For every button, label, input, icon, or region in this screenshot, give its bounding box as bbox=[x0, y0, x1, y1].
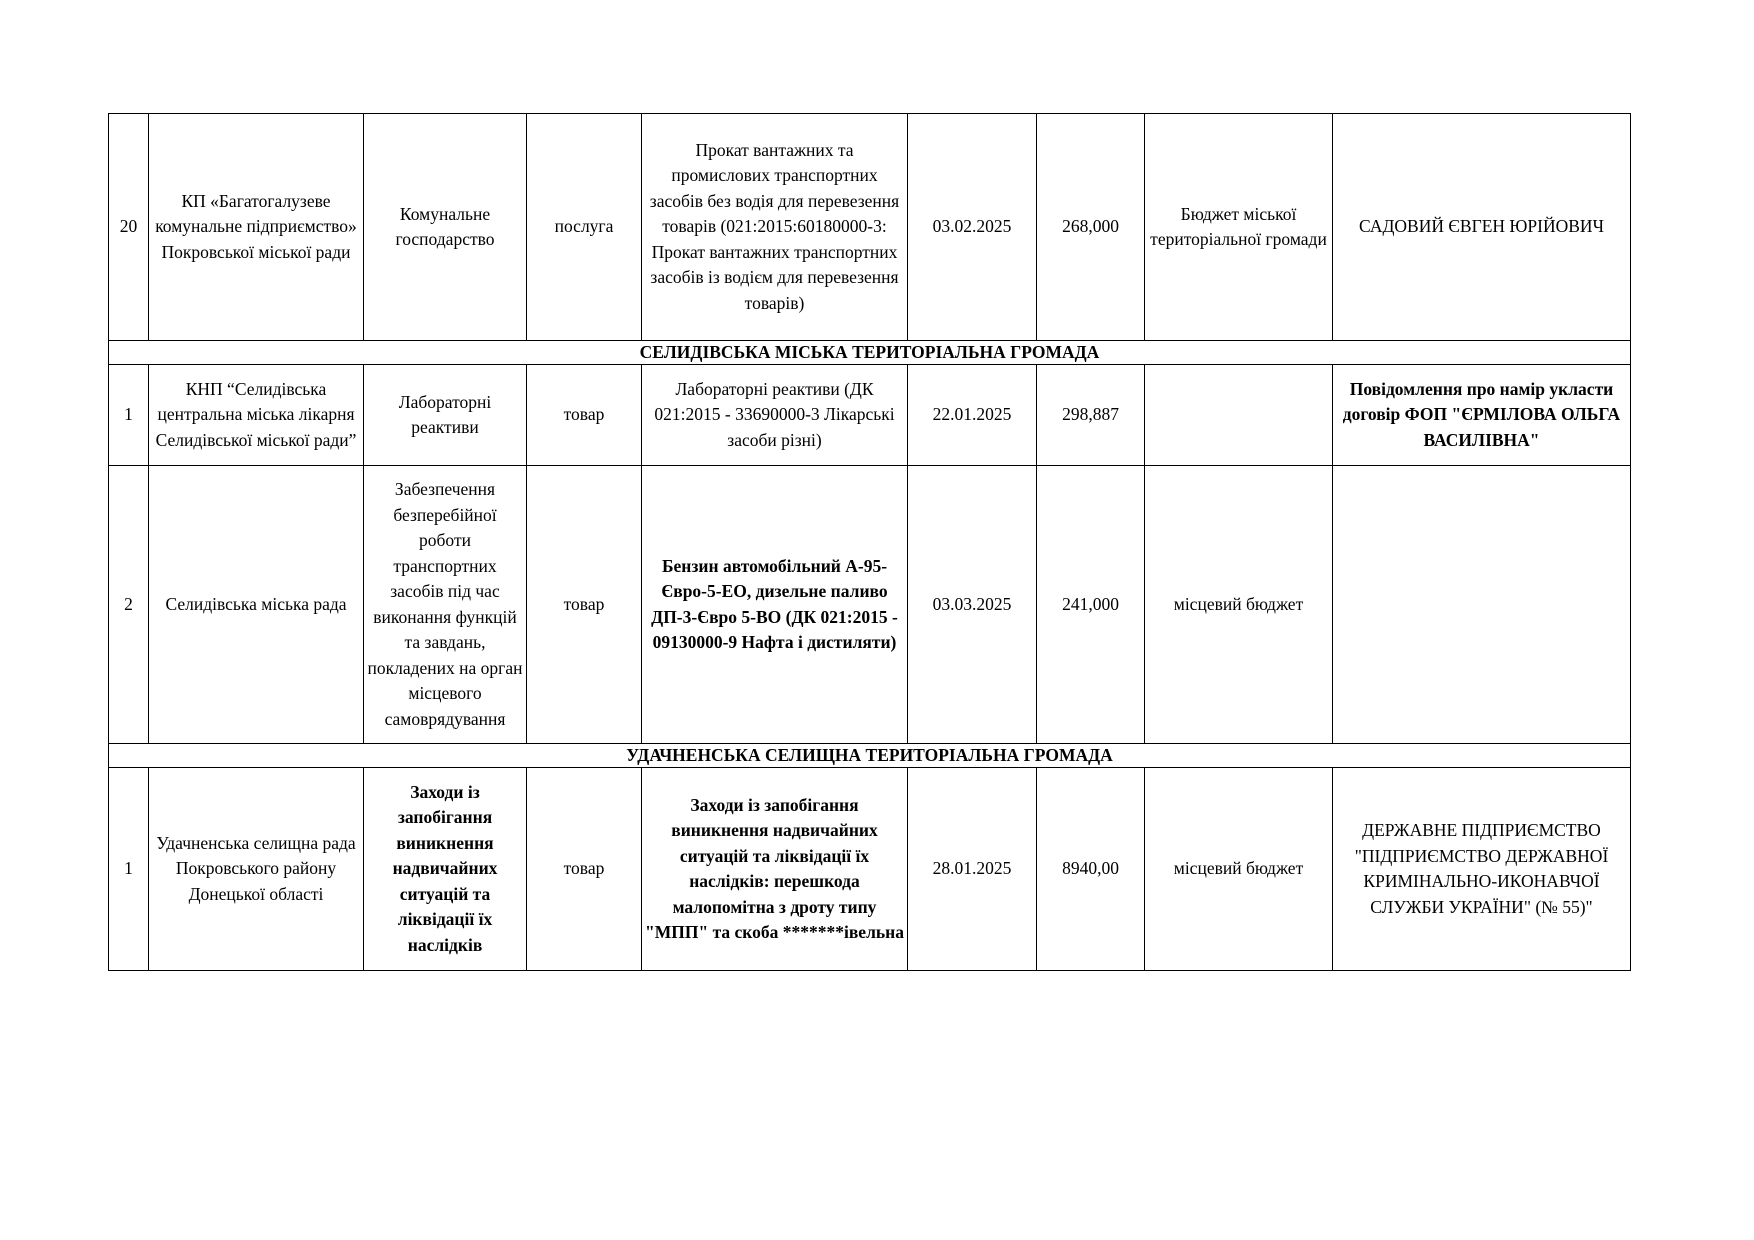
section-title: СЕЛИДІВСЬКА МІСЬКА ТЕРИТОРІАЛЬНА ГРОМАДА bbox=[109, 341, 1631, 365]
supplier-cell bbox=[1333, 466, 1631, 744]
category-cell: Заходи із запобігання виникнення надвичайних ситуацій та ліквідації їх наслідків bbox=[364, 768, 527, 971]
type-cell: товар bbox=[527, 466, 642, 744]
row-number: 2 bbox=[109, 466, 149, 744]
type-cell: товар bbox=[527, 365, 642, 466]
subject-cell: Заходи із запобігання виникнення надвичайних ситуацій та ліквідації їх наслідків: перешкода малопомітна з дроту типу "МПП" та скоба *******івельна bbox=[642, 768, 908, 971]
funding-cell: місцевий бюджет bbox=[1145, 768, 1333, 971]
procurement-table bbox=[108, 113, 1631, 971]
table-row bbox=[109, 466, 1631, 744]
date-cell: 22.01.2025 bbox=[908, 365, 1037, 466]
table-row bbox=[109, 365, 1631, 466]
supplier-cell: САДОВИЙ ЄВГЕН ЮРІЙОВИЧ bbox=[1333, 114, 1631, 341]
supplier-cell: Повідомлення про намір укласти договір ФОП "ЄРМІЛОВА ОЛЬГА ВАСИЛІВНА" bbox=[1333, 365, 1631, 466]
type-cell: товар bbox=[527, 768, 642, 971]
section-header-row bbox=[109, 744, 1631, 768]
row-number: 20 bbox=[109, 114, 149, 341]
date-cell: 28.01.2025 bbox=[908, 768, 1037, 971]
row-number: 1 bbox=[109, 768, 149, 971]
funding-cell bbox=[1145, 365, 1333, 466]
date-cell: 03.02.2025 bbox=[908, 114, 1037, 341]
section-header-row bbox=[109, 341, 1631, 365]
section-title: УДАЧНЕНСЬКА СЕЛИЩНА ТЕРИТОРІАЛЬНА ГРОМАДА bbox=[109, 744, 1631, 768]
row-number: 1 bbox=[109, 365, 149, 466]
table-row bbox=[109, 768, 1631, 971]
type-cell: послуга bbox=[527, 114, 642, 341]
subject-cell: Лабораторні реактиви (ДК 021:2015 - 33690000-3 Лікарські засоби різні) bbox=[642, 365, 908, 466]
supplier-cell: ДЕРЖАВНЕ ПІДПРИЄМСТВО "ПІДПРИЄМСТВО ДЕРЖАВНОЇ КРИМІНАЛЬНО-ИКОНАВЧОЇ СЛУЖБИ УКРАЇНИ" (№ 55)" bbox=[1333, 768, 1631, 971]
amount-cell: 241,000 bbox=[1037, 466, 1145, 744]
date-cell: 03.03.2025 bbox=[908, 466, 1037, 744]
subject-cell: Прокат вантажних та промислових транспортних засобів без водія для перевезення товарів (021:2015:60180000-3: Прокат вантажних транспортних засобів із водієм для перевезення товарів) bbox=[642, 114, 908, 341]
category-cell: Лабораторні реактиви bbox=[364, 365, 527, 466]
customer-cell: Удачненська селищна рада Покровського району Донецької області bbox=[149, 768, 364, 971]
customer-cell: Селидівська міська рада bbox=[149, 466, 364, 744]
category-cell: Забезпечення безперебійної роботи транспортних засобів під час виконання функцій та завдань, покладених на орган місцевого самоврядування bbox=[364, 466, 527, 744]
customer-cell: КНП “Селидівська центральна міська лікарня Селидівської міської ради” bbox=[149, 365, 364, 466]
subject-cell: Бензин автомобільний А-95-Євро-5-ЕО, дизельне паливо ДП-3-Євро 5-ВО (ДК 021:2015 - 09130000-9 Нафта і дистиляти) bbox=[642, 466, 908, 744]
customer-cell: КП «Багатогалузеве комунальне підприємство» Покровської міської ради bbox=[149, 114, 364, 341]
funding-cell: місцевий бюджет bbox=[1145, 466, 1333, 744]
amount-cell: 298,887 bbox=[1037, 365, 1145, 466]
table-row bbox=[109, 114, 1631, 341]
funding-cell: Бюджет міської територіальної громади bbox=[1145, 114, 1333, 341]
amount-cell: 268,000 bbox=[1037, 114, 1145, 341]
category-cell: Комунальне господарство bbox=[364, 114, 527, 341]
amount-cell: 8940,00 bbox=[1037, 768, 1145, 971]
